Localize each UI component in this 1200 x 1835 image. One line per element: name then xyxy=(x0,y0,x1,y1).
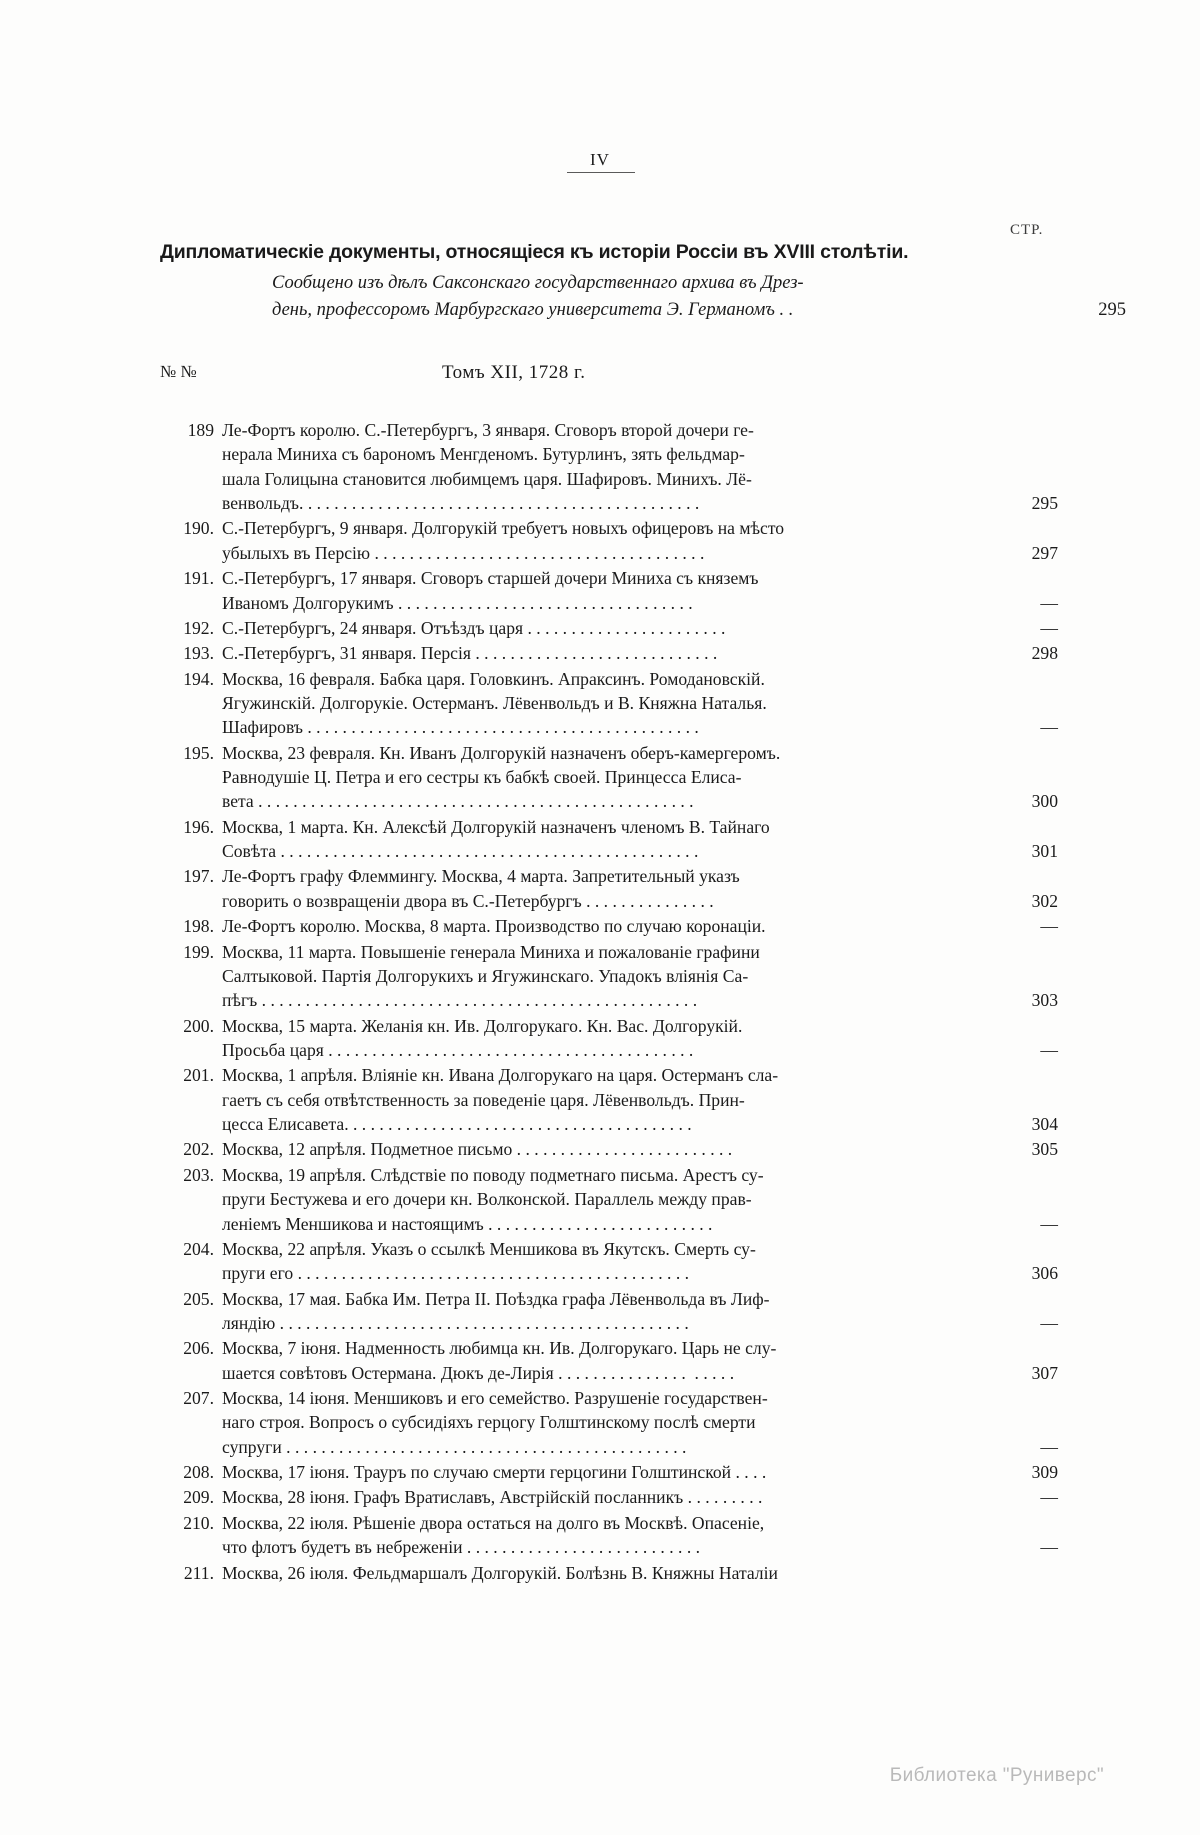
toc-entry-text xyxy=(222,616,1058,640)
toc-entry-number: 190. xyxy=(183,518,214,539)
toc-entry[interactable] xyxy=(160,566,1060,615)
toc-entry[interactable] xyxy=(160,1137,1060,1161)
toc-entry[interactable] xyxy=(160,1287,1060,1336)
toc-entry-number: 201. xyxy=(183,1065,214,1086)
toc-entry-text xyxy=(222,641,1058,665)
toc-entry-line: Ле-Фортъ королю. С.-Петербургъ, 3 января. Сговоръ второй дочери ге- xyxy=(222,420,754,440)
toc-entry-line: Просьба царя . . . . . . . . . . . . . . . . . . . . . . . . . . . . . . . . . . . . . . . . . . — xyxy=(222,1038,992,1062)
toc-entry-line: Ле-Фортъ графу Флеммингу. Москва, 4 марта. Запретительный указъ xyxy=(222,866,740,887)
toc-entry-line: Москва, 22 іюля. Рѣшеніе двора остаться на долго въ Москвѣ. Опасеніе, xyxy=(222,1512,765,1533)
toc-entry-line: пѣгъ . . . . . . . . . . . . . . . . . . . . . . . . . . . . . . . . . . . . . . . . . . . . . . . . . . 303 xyxy=(222,988,992,1012)
section-heading-page: 295 xyxy=(1098,300,1126,321)
toc-entry-line: Москва, 7 іюня. Надменность любимца кн. Ив. Долгорукаго. Царь не слу- xyxy=(222,1338,777,1359)
toc-entry-number: 191. xyxy=(183,568,214,589)
toc-entry[interactable] xyxy=(160,741,1060,814)
toc-entry-number: 209. xyxy=(183,1487,214,1508)
toc-entry-text xyxy=(222,516,1058,565)
toc-entry-text xyxy=(222,1460,1058,1484)
toc-entry-number: 206. xyxy=(183,1338,214,1359)
toc-entry[interactable] xyxy=(160,815,1060,864)
toc-entry[interactable] xyxy=(160,1237,1060,1286)
toc-entry-text xyxy=(222,1336,1058,1385)
toc-entry-page: — xyxy=(1040,1436,1058,1457)
toc-entry-page: 304 xyxy=(1031,1114,1058,1135)
toc-entry-line: Москва, 15 марта. Желанія кн. Ив. Долгорукаго. Кн. Вас. Долгорукій. xyxy=(222,1015,743,1036)
column-header-page: СТР. xyxy=(1010,222,1044,238)
toc-entry-page: — xyxy=(1040,1213,1058,1234)
library-watermark: Библиотека "Руниверс" xyxy=(889,1765,1104,1786)
toc-entry-line: Москва, 17 мая. Бабка Им. Петра II. Поѣздка графа Лёвенвольда въ Лиф- xyxy=(222,1288,770,1309)
toc-entry[interactable] xyxy=(160,1336,1060,1385)
toc-entry-page: — xyxy=(1040,592,1058,613)
toc-entry-number: 200. xyxy=(183,1015,214,1036)
toc-entry-text xyxy=(222,418,1058,515)
toc-entry-number: 196. xyxy=(183,816,214,837)
toc-entry-line: леніемъ Меншикова и настоящимъ . . . . . . . . . . . . . . . . . . . . . . . . . . — xyxy=(222,1212,992,1236)
toc-entry[interactable] xyxy=(160,516,1060,565)
toc-entry-line: С.-Петербургъ, 17 января. Сговоръ старшей дочери Миниха съ княземъ xyxy=(222,568,759,589)
toc-entry[interactable] xyxy=(160,1163,1060,1236)
toc-entry-number: 189 xyxy=(187,420,214,440)
toc-entry-text xyxy=(222,815,1058,864)
toc-entry-text xyxy=(222,1063,1058,1136)
toc-entry-line: Москва, 23 февраля. Кн. Иванъ Долгорукій назначенъ оберъ-камергеромъ. xyxy=(222,742,781,763)
toc-entry-line: что флотъ будетъ въ небреженіи . . . . . . . . . . . . . . . . . . . . . . . . . . . — xyxy=(222,1535,992,1559)
toc-entry-line: Москва, 17 іюня. Трауръ по случаю смерти герцогини Голштинской . . . . 309 xyxy=(222,1460,992,1484)
toc-entry-line: С.-Петербургъ, 24 января. Отъѣздъ царя . . . . . . . . . . . . . . . . . . . . . . . — xyxy=(222,616,992,640)
toc-entry[interactable] xyxy=(160,1561,1060,1585)
toc-entry-line: Ле-Фортъ королю. Москва, 8 марта. Производство по случаю коронаціи. — xyxy=(222,914,992,938)
toc-entry-line: Москва, 12 апрѣля. Подметное письмо . . . . . . . . . . . . . . . . . . . . . . . . . 305 xyxy=(222,1137,992,1161)
section-subtitle-line-1: Сообщено изъ дѣлъ Саксонскаго государственнаго архива въ Дрез- xyxy=(272,273,804,294)
toc-entry-number: 205. xyxy=(183,1288,214,1309)
toc-entry-text xyxy=(222,1386,1058,1459)
toc-entry[interactable] xyxy=(160,914,1060,938)
toc-entry-line: С.-Петербургъ, 31 января. Персія . . . . . . . . . . . . . . . . . . . . . . . . . . . . 298 xyxy=(222,641,992,665)
toc-entry-line: Москва, 1 марта. Кн. Алексѣй Долгорукій назначенъ членомъ В. Тайнаго xyxy=(222,816,770,837)
toc-entry-line: пруги его . . . . . . . . . . . . . . . . . . . . . . . . . . . . . . . . . . . . . . . . . . . . . 306 xyxy=(222,1261,992,1285)
toc-entry-line: Ягужинскій. Долгорукіе. Остерманъ. Лёвенвольдъ и В. Княжна Наталья. xyxy=(222,692,767,713)
toc-entry-number: 202. xyxy=(183,1139,214,1160)
toc-entry-line: шается совѣтовъ Остермана. Дюкъ де-Лирія . . . . . . . . . . . . . . . . . . . . 307 xyxy=(222,1361,992,1385)
toc-entry-page: — xyxy=(1040,1487,1058,1508)
toc-entry-page: 301 xyxy=(1031,841,1058,862)
toc-entry[interactable] xyxy=(160,1511,1060,1560)
toc-entry-page: — xyxy=(1040,1312,1058,1333)
toc-entry-text xyxy=(222,667,1058,740)
toc-entry[interactable] xyxy=(160,1063,1060,1136)
toc-list xyxy=(160,418,1060,1585)
toc-entry-number: 193. xyxy=(183,643,214,664)
toc-entry-number: 203. xyxy=(183,1164,214,1185)
header-rule xyxy=(567,172,635,173)
toc-entry[interactable] xyxy=(160,864,1060,913)
toc-entry-line: Москва, 28 іюня. Графъ Вратиславъ, Австрійскій посланникъ . . . . . . . . . — xyxy=(222,1485,992,1509)
toc-entry-text xyxy=(222,1485,1058,1509)
section-subtitle-line-2 xyxy=(272,297,1126,324)
toc-entry-text xyxy=(222,1137,1058,1161)
folio-number: IV xyxy=(590,150,610,169)
toc-entry-number: 194. xyxy=(183,668,214,689)
toc-entry-page: 298 xyxy=(1031,643,1058,664)
section-title: Дипломатическіе документы, относящіеся къ исторіи Россіи въ XVIII столѣтіи. xyxy=(160,241,909,263)
toc-entry-text xyxy=(222,1561,992,1585)
toc-entry-line: Москва, 26 іюля. Фельдмаршалъ Долгорукій. Болѣзнь В. Княжны Наталіи xyxy=(222,1562,778,1583)
toc-entry-line: убылыхъ въ Персію . . . . . . . . . . . . . . . . . . . . . . . . . . . . . . . . . . . . . . 297 xyxy=(222,541,992,565)
toc-entry[interactable] xyxy=(160,1460,1060,1484)
toc-entry-page: 297 xyxy=(1031,542,1058,563)
toc-entry-text xyxy=(222,940,1058,1013)
toc-entry-page: 300 xyxy=(1031,791,1058,812)
toc-entry-number: 207. xyxy=(183,1388,214,1409)
toc-entry-page: 309 xyxy=(1031,1462,1058,1483)
toc-entry-line: вета . . . . . . . . . . . . . . . . . . . . . . . . . . . . . . . . . . . . . . . . . . . . . . . . . . 300 xyxy=(222,789,992,813)
toc-entry-number: 195. xyxy=(183,742,214,763)
toc-entry-line: С.-Петербургъ, 9 января. Долгорукій требуетъ новыхъ офицеровъ на мѣсто xyxy=(222,518,785,539)
toc-entry-line: говорить о возвращеніи двора въ С.-Петербургъ . . . . . . . . . . . . . . . 302 xyxy=(222,889,992,913)
toc-entry-number: 192. xyxy=(183,617,214,638)
toc-entry-line: шала Голицына становится любимцемъ царя. Шафировъ. Минихъ. Лё- xyxy=(222,468,752,489)
toc-entry-line: ляндію . . . . . . . . . . . . . . . . . . . . . . . . . . . . . . . . . . . . . . . . . . . . . . . — xyxy=(222,1311,992,1335)
section-subtitle xyxy=(160,270,1126,324)
toc-entry-line: Москва, 1 апрѣля. Вліяніе кн. Ивана Долгорукаго на царя. Остерманъ сла- xyxy=(222,1065,779,1086)
toc-entry-page: 306 xyxy=(1031,1263,1058,1284)
toc-entry-text xyxy=(222,741,1058,814)
section-subtitle-line-2-text: день, профессоромъ Марбургскаго университета Э. Германомъ . . xyxy=(272,300,794,321)
toc-entry-number: 211. xyxy=(183,1562,214,1583)
toc-entry-line: венвольдъ. . . . . . . . . . . . . . . . . . . . . . . . . . . . . . . . . . . . . . . . . . . . . . 295 xyxy=(222,491,992,515)
toc-entry-text xyxy=(222,1014,1058,1063)
toc-entry-line: Салтыковой. Партія Долгорукихъ и Ягужинскаго. Упадокъ вліянія Са- xyxy=(222,965,749,986)
volume-title: Томъ XII, 1728 г. xyxy=(442,362,586,383)
toc-entry-line: Иваномъ Долгорукимъ . . . . . . . . . . . . . . . . . . . . . . . . . . . . . . . . . . — xyxy=(222,591,992,615)
toc-entry-line: Москва, 16 февраля. Бабка царя. Головкинъ. Апраксинъ. Ромодановскій. xyxy=(222,668,765,689)
toc-entry-text xyxy=(222,1287,1058,1336)
toc-entry-number: 204. xyxy=(183,1238,214,1259)
toc-entry-number: 197. xyxy=(183,866,214,887)
toc-entry-line: пруги Бестужева и его дочери кн. Волконской. Параллель между прав- xyxy=(222,1189,752,1210)
toc-entry-line: наго строя. Вопросъ о субсидіяхъ герцогу Голштинскому послѣ смерти xyxy=(222,1412,756,1433)
toc-entry-line: нерала Миниха съ барономъ Менгденомъ. Бутурлинъ, зять фельдмар- xyxy=(222,444,745,465)
toc-entry-line: Совѣта . . . . . . . . . . . . . . . . . . . . . . . . . . . . . . . . . . . . . . . . . . . . . . . . 301 xyxy=(222,839,992,863)
toc-entry-number: 210. xyxy=(183,1512,214,1533)
toc-entry-text xyxy=(222,914,1058,938)
toc-entry-line: цесса Елисавета. . . . . . . . . . . . . . . . . . . . . . . . . . . . . . . . . . . . . . . . 304 xyxy=(222,1112,992,1136)
section-heading xyxy=(160,240,1126,324)
toc-entry-page: 305 xyxy=(1031,1139,1058,1160)
toc-entry-page: 303 xyxy=(1031,990,1058,1011)
toc-entry-page: — xyxy=(1040,1537,1058,1558)
toc-entry-text xyxy=(222,566,1058,615)
toc-entry-number: 198. xyxy=(183,916,214,937)
toc-entry[interactable] xyxy=(160,1386,1060,1459)
toc-entry-page: — xyxy=(1040,617,1058,638)
toc-entry-line: Москва, 14 іюня. Меншиковъ и его семейство. Разрушеніе государствен- xyxy=(222,1388,768,1409)
toc-entry-page: — xyxy=(1040,916,1058,937)
volume-row xyxy=(160,362,1060,388)
toc-entry[interactable] xyxy=(160,1014,1060,1063)
numbers-column-header: № № xyxy=(160,362,197,381)
toc-entry-number: 208. xyxy=(183,1462,214,1483)
toc-entry-text xyxy=(222,1237,1058,1286)
toc-entry-page: 302 xyxy=(1031,890,1058,911)
toc-entry[interactable] xyxy=(160,641,1060,665)
toc-entry-page: — xyxy=(1040,1039,1058,1060)
toc-entry-text xyxy=(222,1511,1058,1560)
toc-entry-page: 307 xyxy=(1031,1362,1058,1383)
toc-entry-line: Равнодушіе Ц. Петра и его сестры къ бабкѣ своей. Принцесса Елиса- xyxy=(222,767,742,788)
toc-entry[interactable] xyxy=(160,667,1060,740)
toc-entry-line: гаетъ съ себя отвѣтственность за поведеніе царя. Лёвенвольдъ. Прин- xyxy=(222,1089,745,1110)
toc-entry-page: 295 xyxy=(1031,493,1058,514)
toc-entry-line: Шафировъ . . . . . . . . . . . . . . . . . . . . . . . . . . . . . . . . . . . . . . . . . . . . . — xyxy=(222,715,992,739)
toc-entry-line: Москва, 11 марта. Повышеніе генерала Миниха и пожалованіе графини xyxy=(222,941,760,962)
toc-entry[interactable] xyxy=(160,1485,1060,1509)
toc-entry-text xyxy=(222,864,1058,913)
toc-entry-text xyxy=(222,1163,1058,1236)
toc-entry[interactable] xyxy=(160,940,1060,1013)
toc-entry-line: супруги . . . . . . . . . . . . . . . . . . . . . . . . . . . . . . . . . . . . . . . . . . . . . . — xyxy=(222,1435,992,1459)
toc-entry-page: — xyxy=(1040,717,1058,738)
toc-entry-line: Москва, 22 апрѣля. Указъ о ссылкѣ Меншикова въ Якутскъ. Смерть су- xyxy=(222,1238,756,1259)
toc-entry[interactable] xyxy=(160,616,1060,640)
toc-entry-line: Москва, 19 апрѣля. Слѣдствіе по поводу подметнаго письма. Арестъ су- xyxy=(222,1164,764,1185)
toc-entry[interactable] xyxy=(160,418,1060,515)
toc-content xyxy=(160,240,1126,1586)
toc-entry-number: 199. xyxy=(183,941,214,962)
